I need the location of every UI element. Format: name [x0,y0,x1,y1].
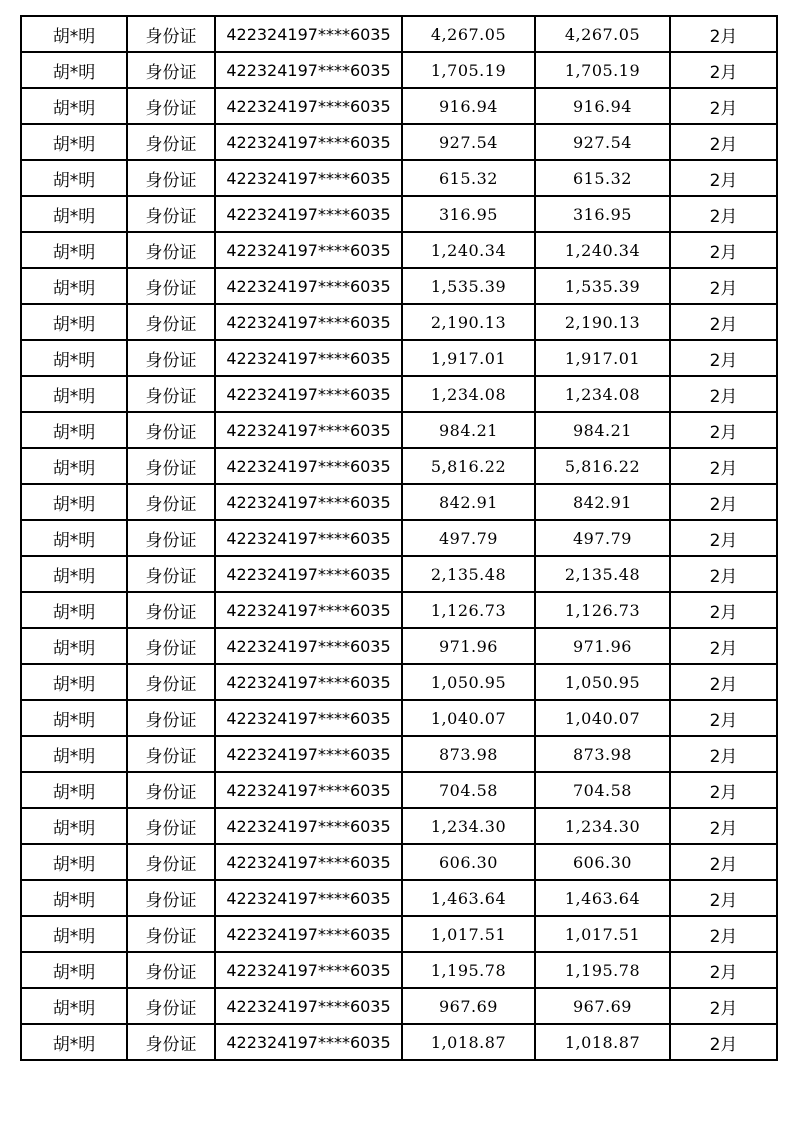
table-row [21,592,777,628]
amount-cell: 916.94 [402,88,535,124]
amount-cell: 873.98 [402,736,535,772]
table-row [21,1024,777,1060]
month-cell: 2月 [670,520,777,556]
id-type-cell: 身份证 [127,124,215,160]
id-number-cell: 422324197****6035 [215,448,402,484]
amount-cell: 1,705.19 [402,52,535,88]
table-row [21,772,777,808]
name-cell: 胡*明 [21,916,127,952]
amount-cell: 1,535.39 [402,268,535,304]
amount-cell: 1,463.64 [402,880,535,916]
month-cell: 2月 [670,700,777,736]
id-number-cell: 422324197****6035 [215,556,402,592]
id-type-cell: 身份证 [127,1024,215,1060]
amount-cell: 5,816.22 [402,448,535,484]
name-cell: 胡*明 [21,268,127,304]
month-cell: 2月 [670,880,777,916]
name-cell: 胡*明 [21,628,127,664]
id-type-cell: 身份证 [127,700,215,736]
id-number-cell: 422324197****6035 [215,52,402,88]
id-number-cell: 422324197****6035 [215,880,402,916]
month-cell: 2月 [670,988,777,1024]
name-cell: 胡*明 [21,304,127,340]
amount-cell: 1,917.01 [402,340,535,376]
amount-2-cell: 2,135.48 [535,556,670,592]
amount-2-cell: 1,705.19 [535,52,670,88]
table-row [21,340,777,376]
month-cell: 2月 [670,448,777,484]
amount-cell: 842.91 [402,484,535,520]
amount-cell: 2,135.48 [402,556,535,592]
id-number-cell: 422324197****6035 [215,124,402,160]
id-number-cell: 422324197****6035 [215,160,402,196]
id-number-cell: 422324197****6035 [215,268,402,304]
name-cell: 胡*明 [21,88,127,124]
name-cell: 胡*明 [21,844,127,880]
id-number-cell: 422324197****6035 [215,736,402,772]
table-row [21,844,777,880]
amount-cell: 1,234.08 [402,376,535,412]
id-type-cell: 身份证 [127,340,215,376]
id-number-cell: 422324197****6035 [215,232,402,268]
table-row [21,412,777,448]
id-number-cell: 422324197****6035 [215,844,402,880]
table-row [21,988,777,1024]
id-number-cell: 422324197****6035 [215,916,402,952]
amount-2-cell: 5,816.22 [535,448,670,484]
month-cell: 2月 [670,376,777,412]
id-number-cell: 422324197****6035 [215,88,402,124]
amount-2-cell: 984.21 [535,412,670,448]
name-cell: 胡*明 [21,952,127,988]
table-row [21,448,777,484]
table-row [21,700,777,736]
table-row [21,880,777,916]
amount-2-cell: 1,050.95 [535,664,670,700]
name-cell: 胡*明 [21,196,127,232]
amount-2-cell: 316.95 [535,196,670,232]
id-type-cell: 身份证 [127,16,215,52]
name-cell: 胡*明 [21,340,127,376]
id-number-cell: 422324197****6035 [215,484,402,520]
table-row [21,196,777,232]
month-cell: 2月 [670,160,777,196]
amount-cell: 971.96 [402,628,535,664]
id-type-cell: 身份证 [127,412,215,448]
amount-cell: 2,190.13 [402,304,535,340]
amount-cell: 606.30 [402,844,535,880]
amount-cell: 1,017.51 [402,916,535,952]
amount-2-cell: 927.54 [535,124,670,160]
id-number-cell: 422324197****6035 [215,16,402,52]
month-cell: 2月 [670,88,777,124]
amount-cell: 984.21 [402,412,535,448]
amount-cell: 1,240.34 [402,232,535,268]
table-row [21,232,777,268]
name-cell: 胡*明 [21,448,127,484]
table-row [21,520,777,556]
month-cell: 2月 [670,340,777,376]
payment-table-body [21,16,777,1060]
amount-cell: 1,195.78 [402,952,535,988]
amount-2-cell: 2,190.13 [535,304,670,340]
name-cell: 胡*明 [21,988,127,1024]
id-type-cell: 身份证 [127,880,215,916]
name-cell: 胡*明 [21,232,127,268]
amount-cell: 497.79 [402,520,535,556]
table-row [21,664,777,700]
id-type-cell: 身份证 [127,628,215,664]
name-cell: 胡*明 [21,592,127,628]
id-type-cell: 身份证 [127,376,215,412]
month-cell: 2月 [670,304,777,340]
id-type-cell: 身份证 [127,916,215,952]
month-cell: 2月 [670,808,777,844]
amount-2-cell: 704.58 [535,772,670,808]
payment-table [20,15,778,1061]
month-cell: 2月 [670,628,777,664]
amount-2-cell: 1,126.73 [535,592,670,628]
id-number-cell: 422324197****6035 [215,304,402,340]
month-cell: 2月 [670,412,777,448]
id-type-cell: 身份证 [127,808,215,844]
amount-cell: 1,050.95 [402,664,535,700]
amount-2-cell: 4,267.05 [535,16,670,52]
table-row [21,268,777,304]
id-number-cell: 422324197****6035 [215,1024,402,1060]
id-type-cell: 身份证 [127,988,215,1024]
month-cell: 2月 [670,736,777,772]
id-type-cell: 身份证 [127,736,215,772]
amount-2-cell: 606.30 [535,844,670,880]
amount-2-cell: 1,234.30 [535,808,670,844]
name-cell: 胡*明 [21,160,127,196]
table-row [21,160,777,196]
amount-cell: 967.69 [402,988,535,1024]
name-cell: 胡*明 [21,376,127,412]
amount-cell: 927.54 [402,124,535,160]
month-cell: 2月 [670,772,777,808]
name-cell: 胡*明 [21,412,127,448]
table-row [21,304,777,340]
amount-2-cell: 1,234.08 [535,376,670,412]
amount-2-cell: 1,040.07 [535,700,670,736]
amount-cell: 1,040.07 [402,700,535,736]
amount-cell: 1,126.73 [402,592,535,628]
name-cell: 胡*明 [21,520,127,556]
amount-2-cell: 1,017.51 [535,916,670,952]
amount-2-cell: 967.69 [535,988,670,1024]
id-type-cell: 身份证 [127,196,215,232]
table-row [21,952,777,988]
id-type-cell: 身份证 [127,160,215,196]
amount-cell: 1,234.30 [402,808,535,844]
amount-2-cell: 1,018.87 [535,1024,670,1060]
amount-cell: 316.95 [402,196,535,232]
month-cell: 2月 [670,52,777,88]
name-cell: 胡*明 [21,736,127,772]
id-number-cell: 422324197****6035 [215,412,402,448]
id-number-cell: 422324197****6035 [215,520,402,556]
month-cell: 2月 [670,556,777,592]
amount-cell: 4,267.05 [402,16,535,52]
name-cell: 胡*明 [21,772,127,808]
table-row [21,124,777,160]
id-number-cell: 422324197****6035 [215,808,402,844]
id-type-cell: 身份证 [127,592,215,628]
id-type-cell: 身份证 [127,844,215,880]
name-cell: 胡*明 [21,808,127,844]
id-type-cell: 身份证 [127,232,215,268]
table-row [21,484,777,520]
month-cell: 2月 [670,1024,777,1060]
amount-2-cell: 1,535.39 [535,268,670,304]
name-cell: 胡*明 [21,880,127,916]
table-row [21,628,777,664]
month-cell: 2月 [670,952,777,988]
id-type-cell: 身份证 [127,52,215,88]
amount-2-cell: 1,917.01 [535,340,670,376]
id-number-cell: 422324197****6035 [215,340,402,376]
table-row [21,556,777,592]
id-number-cell: 422324197****6035 [215,628,402,664]
amount-cell: 1,018.87 [402,1024,535,1060]
name-cell: 胡*明 [21,124,127,160]
month-cell: 2月 [670,484,777,520]
name-cell: 胡*明 [21,556,127,592]
amount-2-cell: 615.32 [535,160,670,196]
id-type-cell: 身份证 [127,952,215,988]
month-cell: 2月 [670,592,777,628]
table-row [21,916,777,952]
amount-2-cell: 497.79 [535,520,670,556]
month-cell: 2月 [670,268,777,304]
id-type-cell: 身份证 [127,304,215,340]
id-number-cell: 422324197****6035 [215,772,402,808]
id-type-cell: 身份证 [127,664,215,700]
month-cell: 2月 [670,664,777,700]
name-cell: 胡*明 [21,52,127,88]
amount-2-cell: 1,195.78 [535,952,670,988]
table-row [21,736,777,772]
id-number-cell: 422324197****6035 [215,376,402,412]
amount-2-cell: 1,240.34 [535,232,670,268]
month-cell: 2月 [670,916,777,952]
name-cell: 胡*明 [21,1024,127,1060]
id-type-cell: 身份证 [127,88,215,124]
month-cell: 2月 [670,196,777,232]
amount-2-cell: 842.91 [535,484,670,520]
id-number-cell: 422324197****6035 [215,196,402,232]
id-type-cell: 身份证 [127,484,215,520]
id-number-cell: 422324197****6035 [215,592,402,628]
amount-cell: 615.32 [402,160,535,196]
table-row [21,16,777,52]
month-cell: 2月 [670,124,777,160]
table-row [21,88,777,124]
id-type-cell: 身份证 [127,520,215,556]
id-number-cell: 422324197****6035 [215,952,402,988]
amount-cell: 704.58 [402,772,535,808]
id-number-cell: 422324197****6035 [215,664,402,700]
amount-2-cell: 1,463.64 [535,880,670,916]
month-cell: 2月 [670,16,777,52]
name-cell: 胡*明 [21,700,127,736]
table-row [21,808,777,844]
id-type-cell: 身份证 [127,448,215,484]
id-number-cell: 422324197****6035 [215,988,402,1024]
table-row [21,52,777,88]
amount-2-cell: 916.94 [535,88,670,124]
id-type-cell: 身份证 [127,268,215,304]
table-row [21,376,777,412]
name-cell: 胡*明 [21,664,127,700]
month-cell: 2月 [670,844,777,880]
name-cell: 胡*明 [21,16,127,52]
id-type-cell: 身份证 [127,772,215,808]
id-type-cell: 身份证 [127,556,215,592]
month-cell: 2月 [670,232,777,268]
amount-2-cell: 873.98 [535,736,670,772]
amount-2-cell: 971.96 [535,628,670,664]
name-cell: 胡*明 [21,484,127,520]
id-number-cell: 422324197****6035 [215,700,402,736]
